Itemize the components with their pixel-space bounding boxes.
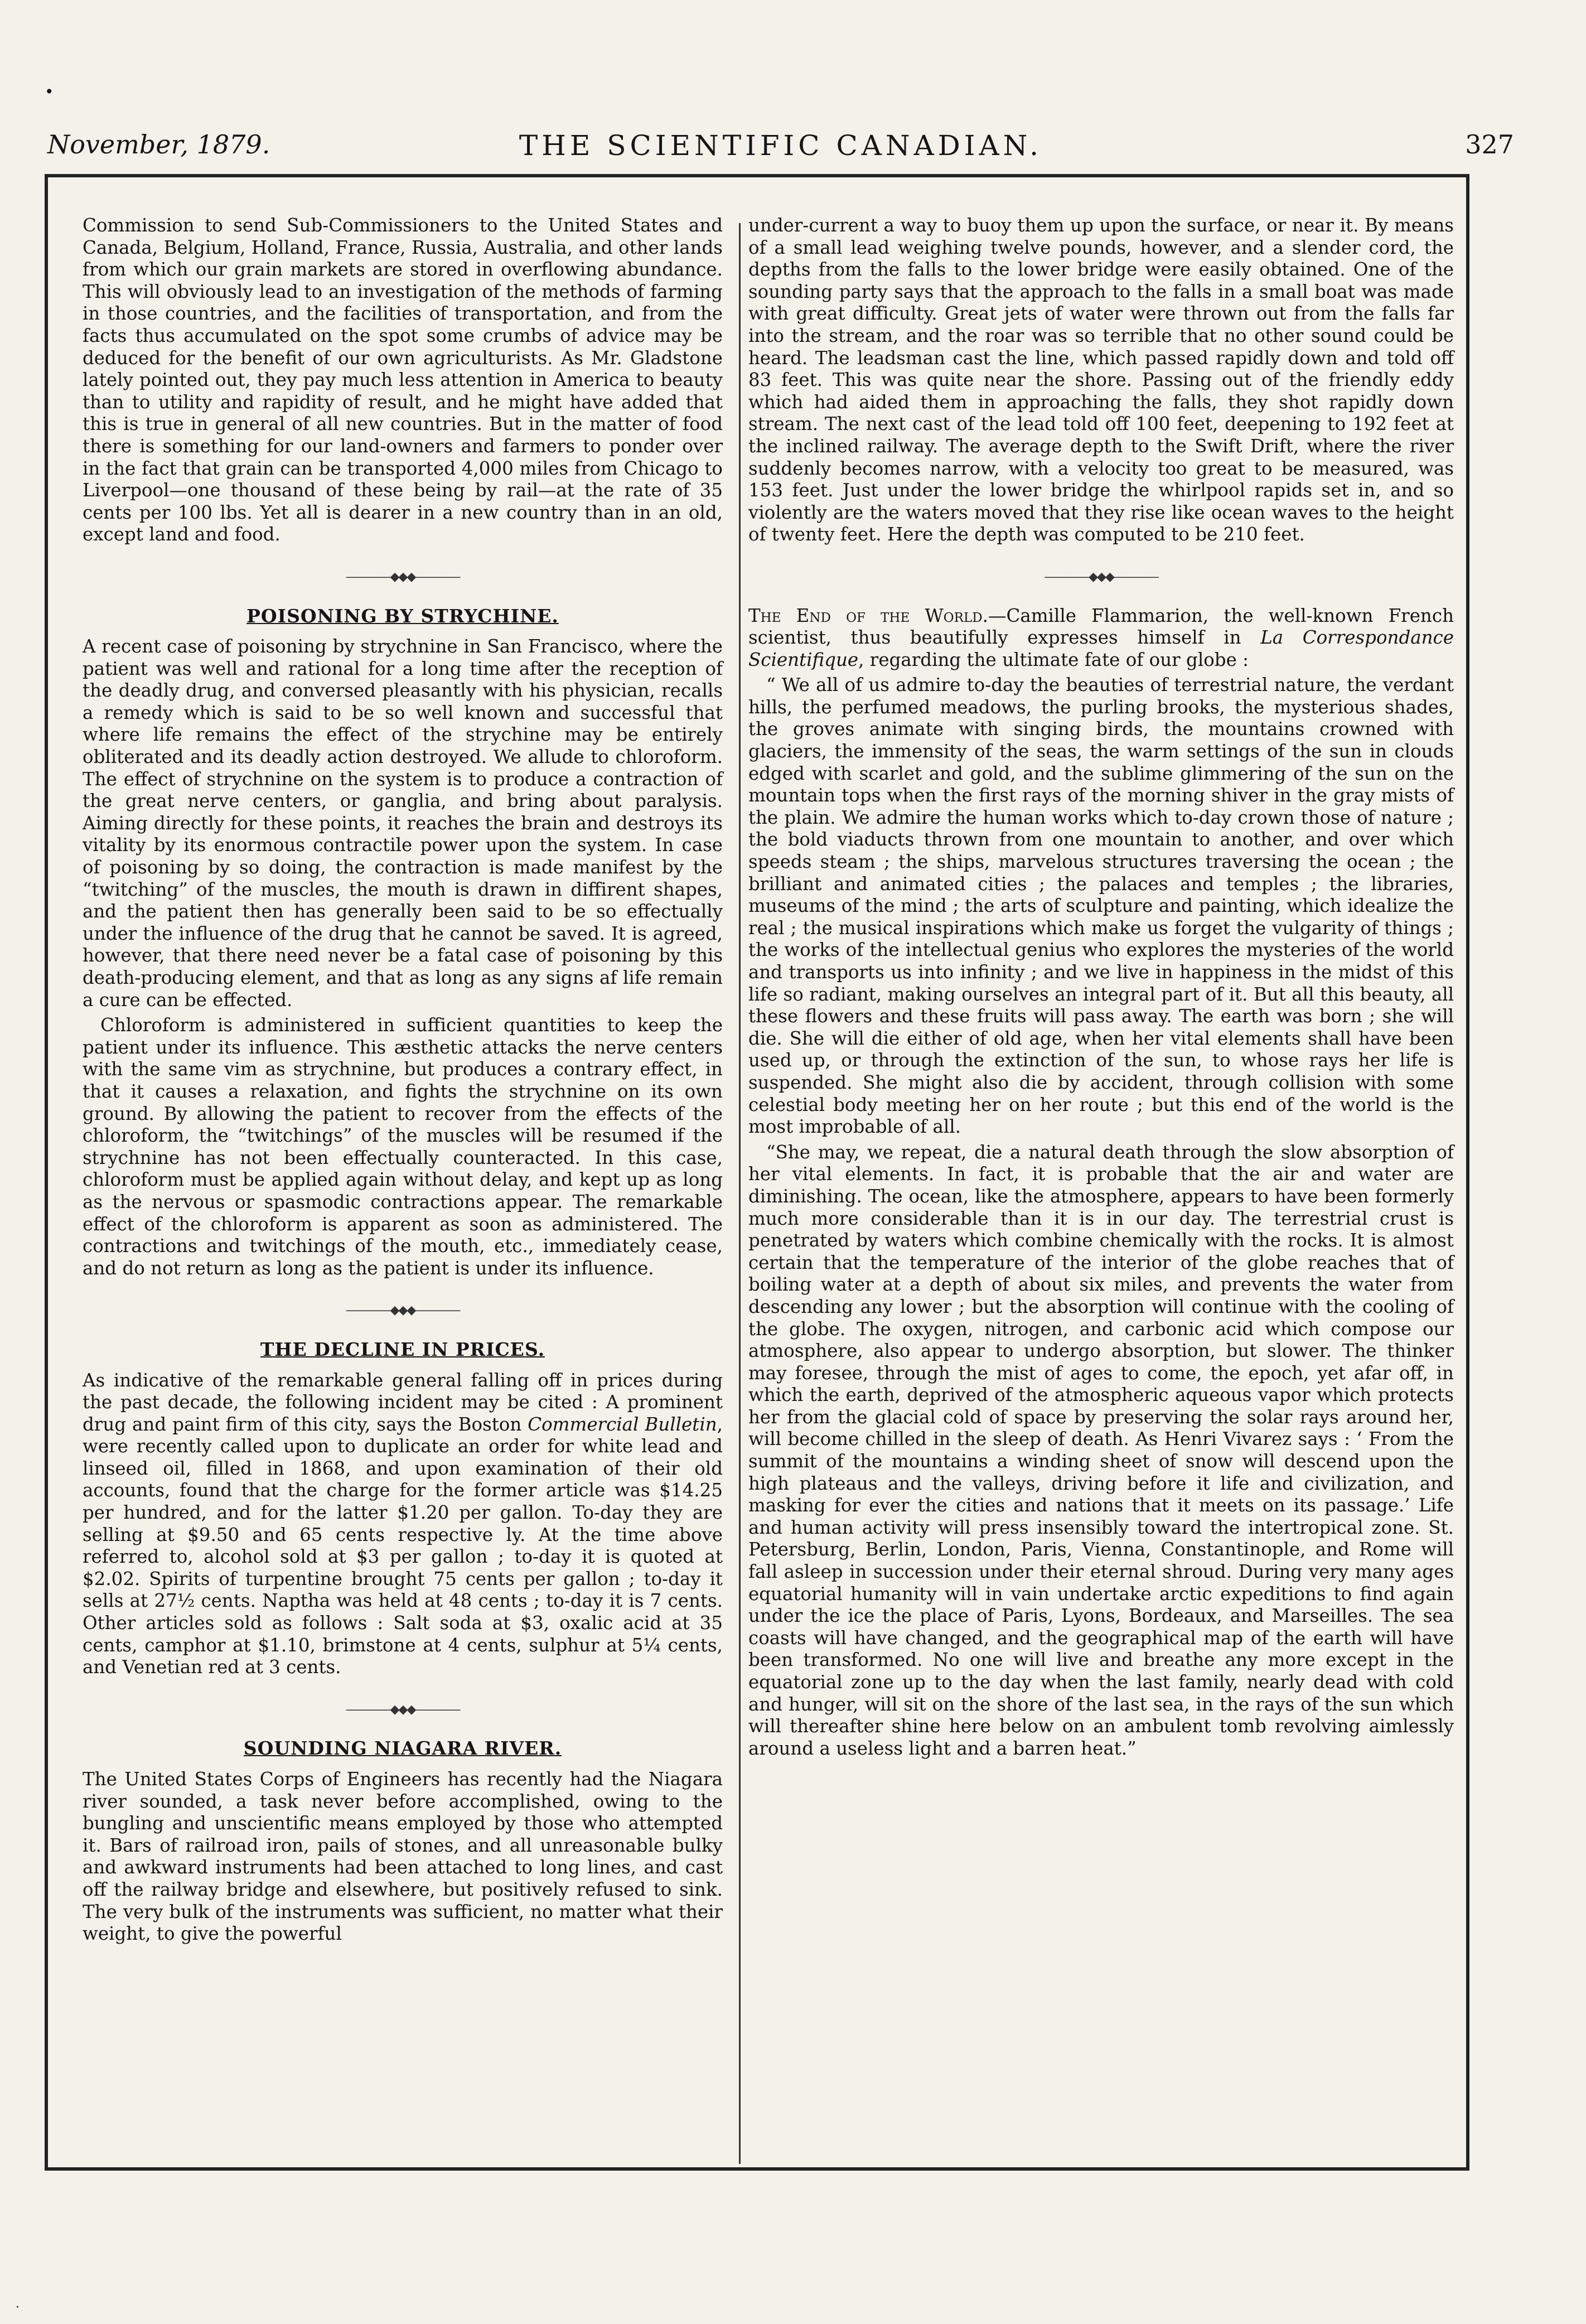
- right-column: [748, 215, 1454, 1763]
- strychnine-paragraph: A recent case of poisoning by strychnine in San Francisco, where the patient was well and rational for a long time after the reception of the deadly drug, and conversed pleasantly with his physician, recalls a remedy which is said to be so well known and successful that where life remains the effect of the strychine may be entirely obliterated and its deadly action destroyed. We allude to chloroform. The effect of strychnine on the system is to produce a contraction of the great nerve centers, or ganglia, and bring about paralysis. Aiming directly for these points, it reaches the brain and destroys its vitality by its enormous contractile power upon the system. In case of poisoning by so doing, the contraction is made manifest by the “twitching” of the muscles, the mouth is drawn in diffirent shapes, and the patient then has generally been said to be so effectually under the influence of the drug that he cannot be saved. It is agreed, however, that there need never be a fatal case of poisoning by this death-producing element, and that as long as any signs af life remain a cure can be effected.: [83, 636, 723, 1011]
- commission-paragraph: Commission to send Sub-Commissioners to the United States and Canada, Belgium, Holland, France, Russia, Australia, and other lands from which our grain markets are stored in overflowing abundance. This will obviously lead to an investigation of the methods of farming in those countries, and the facilities of transportation, and from the facts thus accumulated on the spot some crumbs of advice may be deduced for the benefit of our own agriculturists. As Mr. Gladstone lately pointed out, they pay much less attention in America to beauty than to utility and rapidity of result, and he might have added that this is true in general of all new countries. But in the matter of food there is something for our land-owners and farmers to ponder over in the fact that grain can be transported 4,000 miles from Chicago to Liverpool—one thousand of these being by rail—at the rate of 35 cents per 100 lbs. Yet all is dearer in a new country than in an old, except land and food.: [83, 215, 723, 545]
- world-paragraph: “She may, we repeat, die a natural death through the slow absorption of her vital elements. In fact, it is probable that the air and water are diminishing. The ocean, like the atmosphere, appears to have been formerly much more considerable than it is in our day. The terrestrial crust is penetrated by waters which combine chemically with the rocks. It is almost certain that the temperature of the interior of the globe reaches that of boiling water at a depth of about six miles, and prevents the water from descending any lower ; but the absorption will continue with the cooling of the globe. The oxygen, nitrogen, and carbonic acid which compose our atmosphere, also appear to undergo absorption, but slower. The thinker may foresee, through the mist of ages to come, the epoch, yet afar off, in which the earth, deprived of the atmospheric aqueous vapor which protects her from the glacial cold of space by preserving the solar rays around her, will become chilled in the sleep of death. As Henri Vivarez says : ‘ From the summit of the mountains a winding sheet of snow will descend upon the high plateaus and the valleys, driving before it life and civilization, and masking for ever the cities and nations that it meets on its passage.’ Life and human activity will press insensibly toward the intertropical zone. St. Petersburg, Berlin, London, Paris, Vienna, Constantinople, and Rome will fall asleep in succession under their eternal shroud. During very many ages equatorial humanity will in vain undertake arctic expeditions to find again under the ice the place of Paris, Lyons, Bordeaux, and Marseilles. The sea coasts will have changed, and the geographical map of the earth will have been transformed. No one will live and breathe any more except in the equatorial zone up to the day when the last family, nearly dead with cold and hunger, will sit on the shore of the last sea, in the rays of the sun which will thereafter shine here below on an ambulent tomb revolving aimlessly around a useless light and a barren heat.”: [748, 1141, 1454, 1759]
- margin-dot: •: [45, 83, 54, 101]
- masthead-title: THE SCIENTIFIC CANADIAN.: [519, 129, 1043, 162]
- niagara-paragraph: The United States Corps of Engineers has recently had the Niagara river sounded, a task never before accomplished, owing to the bungling and unscientific means employed by those who attempted it. Bars of railroad iron, pails of stones, and all unreasonable bulky and awkward instruments had been attached to long lines, and cast off the railway bridge and elsewhere, but positively refused to sink. The very bulk of the instruments was sufficient, no matter what their weight, to give the powerful: [83, 1769, 723, 1945]
- section-separator: ————◆◆◆————: [1044, 569, 1158, 584]
- publication-name: Commercial Bulletin: [528, 1413, 717, 1435]
- strychnine-paragraph: Chloroform is administered in sufficient quantities to keep the patient under its influence. This æsthetic attacks the nerve centers with the same vim as strychnine, but produces a contrary effect, in that it causes a relaxation, and fights the strychnine on its own ground. By allowing the patient to recover from the effects of the chloroform, the “twitchings” of the muscles will be resumed if the strychnine has not been effectually counteracted. In this case, chloroform must be applied again without delay, and kept up as long as the nervous or spasmodic contractions appear. The remarkable effect of the chloroform is apparent as soon as administered. The contractions and twitchings of the mouth, etc., immediately cease, and do not return as long as the patient is under its influence.: [83, 1014, 723, 1279]
- running-header: [47, 129, 1514, 168]
- margin-dot: ·: [16, 2301, 20, 2315]
- section-separator: ————◆◆◆————: [345, 569, 460, 584]
- section-separator: ————◆◆◆————: [345, 1702, 460, 1717]
- article-title-niagara: SOUNDING NIAGARA RIVER.: [243, 1737, 562, 1760]
- article-title-prices: THE DECLINE IN PRICES.: [260, 1338, 545, 1360]
- page-number: 327: [1465, 129, 1514, 160]
- issue-date: November, 1879.: [47, 129, 270, 160]
- article-title-strychnine: POISONING BY STRYCHINE.: [246, 605, 559, 627]
- prices-paragraph: As indicative of the remarkable general falling off in prices during the past decade, the following incident may be cited : A prominent drug and paint firm of this city, says the Boston Commercial Bulletin, were recently called upon to duplicate an order for white lead and linseed oil, filled in 1868, and upon examination of their old accounts, found that the charge for the former article was $14.25 per hundred, and for the latter $1.20 per gallon. To-day they are selling at $9.50 and 65 cents respective ly. At the time above referred to, alcohol sold at $3 per gallon ; to-day it is quoted at $2.02. Spirits of turpentine brought 75 cents per gallon ; to-day it sells at 27½ cents. Naptha was held at 48 cents ; to-day it is 7 cents. Other articles sold as follows : Salt soda at $3, oxalic acid at 35 cents, camphor at $1.10, brimstone at 4 cents, sulphur at 5¼ cents, and Venetian red at 3 cents.: [83, 1369, 723, 1678]
- niagara-continued-paragraph: under-current a way to buoy them up upon the surface, or near it. By means of a small lead weighing twelve pounds, however, and a slender cord, the depths from the falls to the lower bridge were easily obtained. One of the sounding party says that the approach to the falls in a small boat was made with great difficulty. Great jets of water were thrown out from the falls far into the stream, and the roar was so terrible that no other sound could be heard. The leadsman cast the line, which passed rapidly down and told off 83 feet. This was quite near the shore. Passing out of the friendly eddy which had aided them in approaching the falls, they shot rapidly down stream. The next cast of the lead told off 100 feet, deepening to 192 feet at the inclined railway. The average depth to the Swift Drift, where the river suddenly becomes narrow, with a velocity too great to be measured, was 153 feet. Just under the lower bridge the whirlpool rapids set in, and so violently are the waters moved that they rise like ocean waves to the height of twenty feet. Here the depth was computed to be 210 feet.: [748, 215, 1454, 545]
- publication-name: La Correspondance Scientifique: [748, 627, 1454, 670]
- column-rule: [739, 223, 741, 2164]
- world-paragraph: “ We all of us admire to-day the beauties of terrestrial nature, the verdant hills, the perfumed meadows, the purling brooks, the mysterious shades, the groves animate with singing birds, the mountains crowned with glaciers, the immensity of the seas, the warm settings of the sun in clouds edged with scarlet and gold, and the sublime glimmering of the sun on the mountain tops when the first rays of the morning shiver in the gray mists of the plain. We admire the human works which to-day crown those of nature ; the bold viaducts thrown from one mountain to another, and over which speeds steam ; the ships, marvelous structures traversing the ocean ; the brilliant and animated cities ; the palaces and temples ; the libraries, museums of the mind ; the arts of sculpture and painting, which idealize the real ; the musical inspirations which make us forget the vulgarity of things ; the works of the intellectual genius who explores the mysteries of the world and transports us into infinity ; and we live in happiness in the midst of this life so radiant, making ourselves an integral part of it. But all this beauty, all these flowers and these fruits will pass away. The earth was born ; she will die. She will die either of old age, when her vital elements shall have been used up, or through the extinction of the sun, to whose rays her life is suspended. She might also die by accident, through collision with some celestial body meeting her on her route ; but this end of the world is the most improbable of all.: [748, 674, 1454, 1138]
- left-column: [83, 215, 723, 1949]
- world-intro-paragraph: The End of the World.—Camille Flammarion, the well-known French scientist, thus beautifully expresses himself in La Correspondance Scientifique, regarding the ultimate fate of our globe :: [748, 605, 1454, 670]
- article-lead-world: The End of the World.: [748, 605, 988, 626]
- section-separator: ————◆◆◆————: [345, 1303, 460, 1318]
